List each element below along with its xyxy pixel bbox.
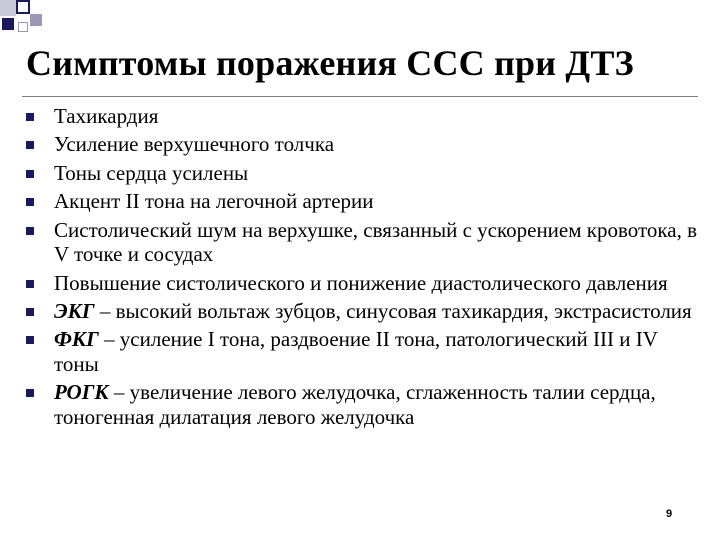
deco-square [2,18,14,30]
deco-square [18,22,28,32]
square-bullet-icon [26,113,34,121]
square-bullet-icon [26,280,34,288]
square-bullet-icon [26,308,34,316]
deco-square [0,0,16,16]
item-text: – увеличение левого желудочка, сглаженность талии сердца, тоногенная дилатация левого желудочка [54,380,656,429]
item-term: РОГК [54,380,109,405]
item-text: – высокий вольтаж зубцов, синусовая тахикардия, экстрасистолия [94,298,692,323]
item-text: – усиление I тона, раздвоение II тона, патологический III и IV тоны [54,327,658,376]
square-bullet-icon [26,227,34,235]
list-item [24,161,704,186]
square-bullet-icon [26,336,34,344]
page-number: 9 [666,508,673,520]
list-item [24,218,704,267]
title-divider [22,96,698,97]
list-item [24,189,704,214]
square-bullet-icon [26,141,34,149]
deco-square [30,14,42,26]
item-text: Усиление верхушечного толчка [54,132,335,157]
item-term: ФКГ [54,327,99,352]
square-bullet-icon [26,389,34,397]
item-text: Систолический шум на верхушке, связанный с ускорением кровотока, в V точке и сосудах [54,217,698,267]
decorative-squares [0,0,720,40]
list-item [24,104,704,129]
item-text: Акцент II тона на легочной артерии [54,189,374,214]
square-bullet-icon [26,198,34,206]
item-text: Тоны сердца усилены [54,160,249,185]
item-text: Тахикардия [54,104,159,128]
deco-square [16,0,30,14]
item-text: Повышение систолического и понижение диастолического давления [54,270,668,295]
list-item [24,299,704,324]
list-item [24,380,704,429]
list-item [24,327,704,376]
list-item [24,271,704,296]
list-item [24,132,704,157]
slide-title: Симптомы поражения ССС при ДТЗ [26,43,634,83]
square-bullet-icon [26,170,34,178]
symptom-list [24,104,704,433]
item-term: ЭКГ [54,298,95,323]
